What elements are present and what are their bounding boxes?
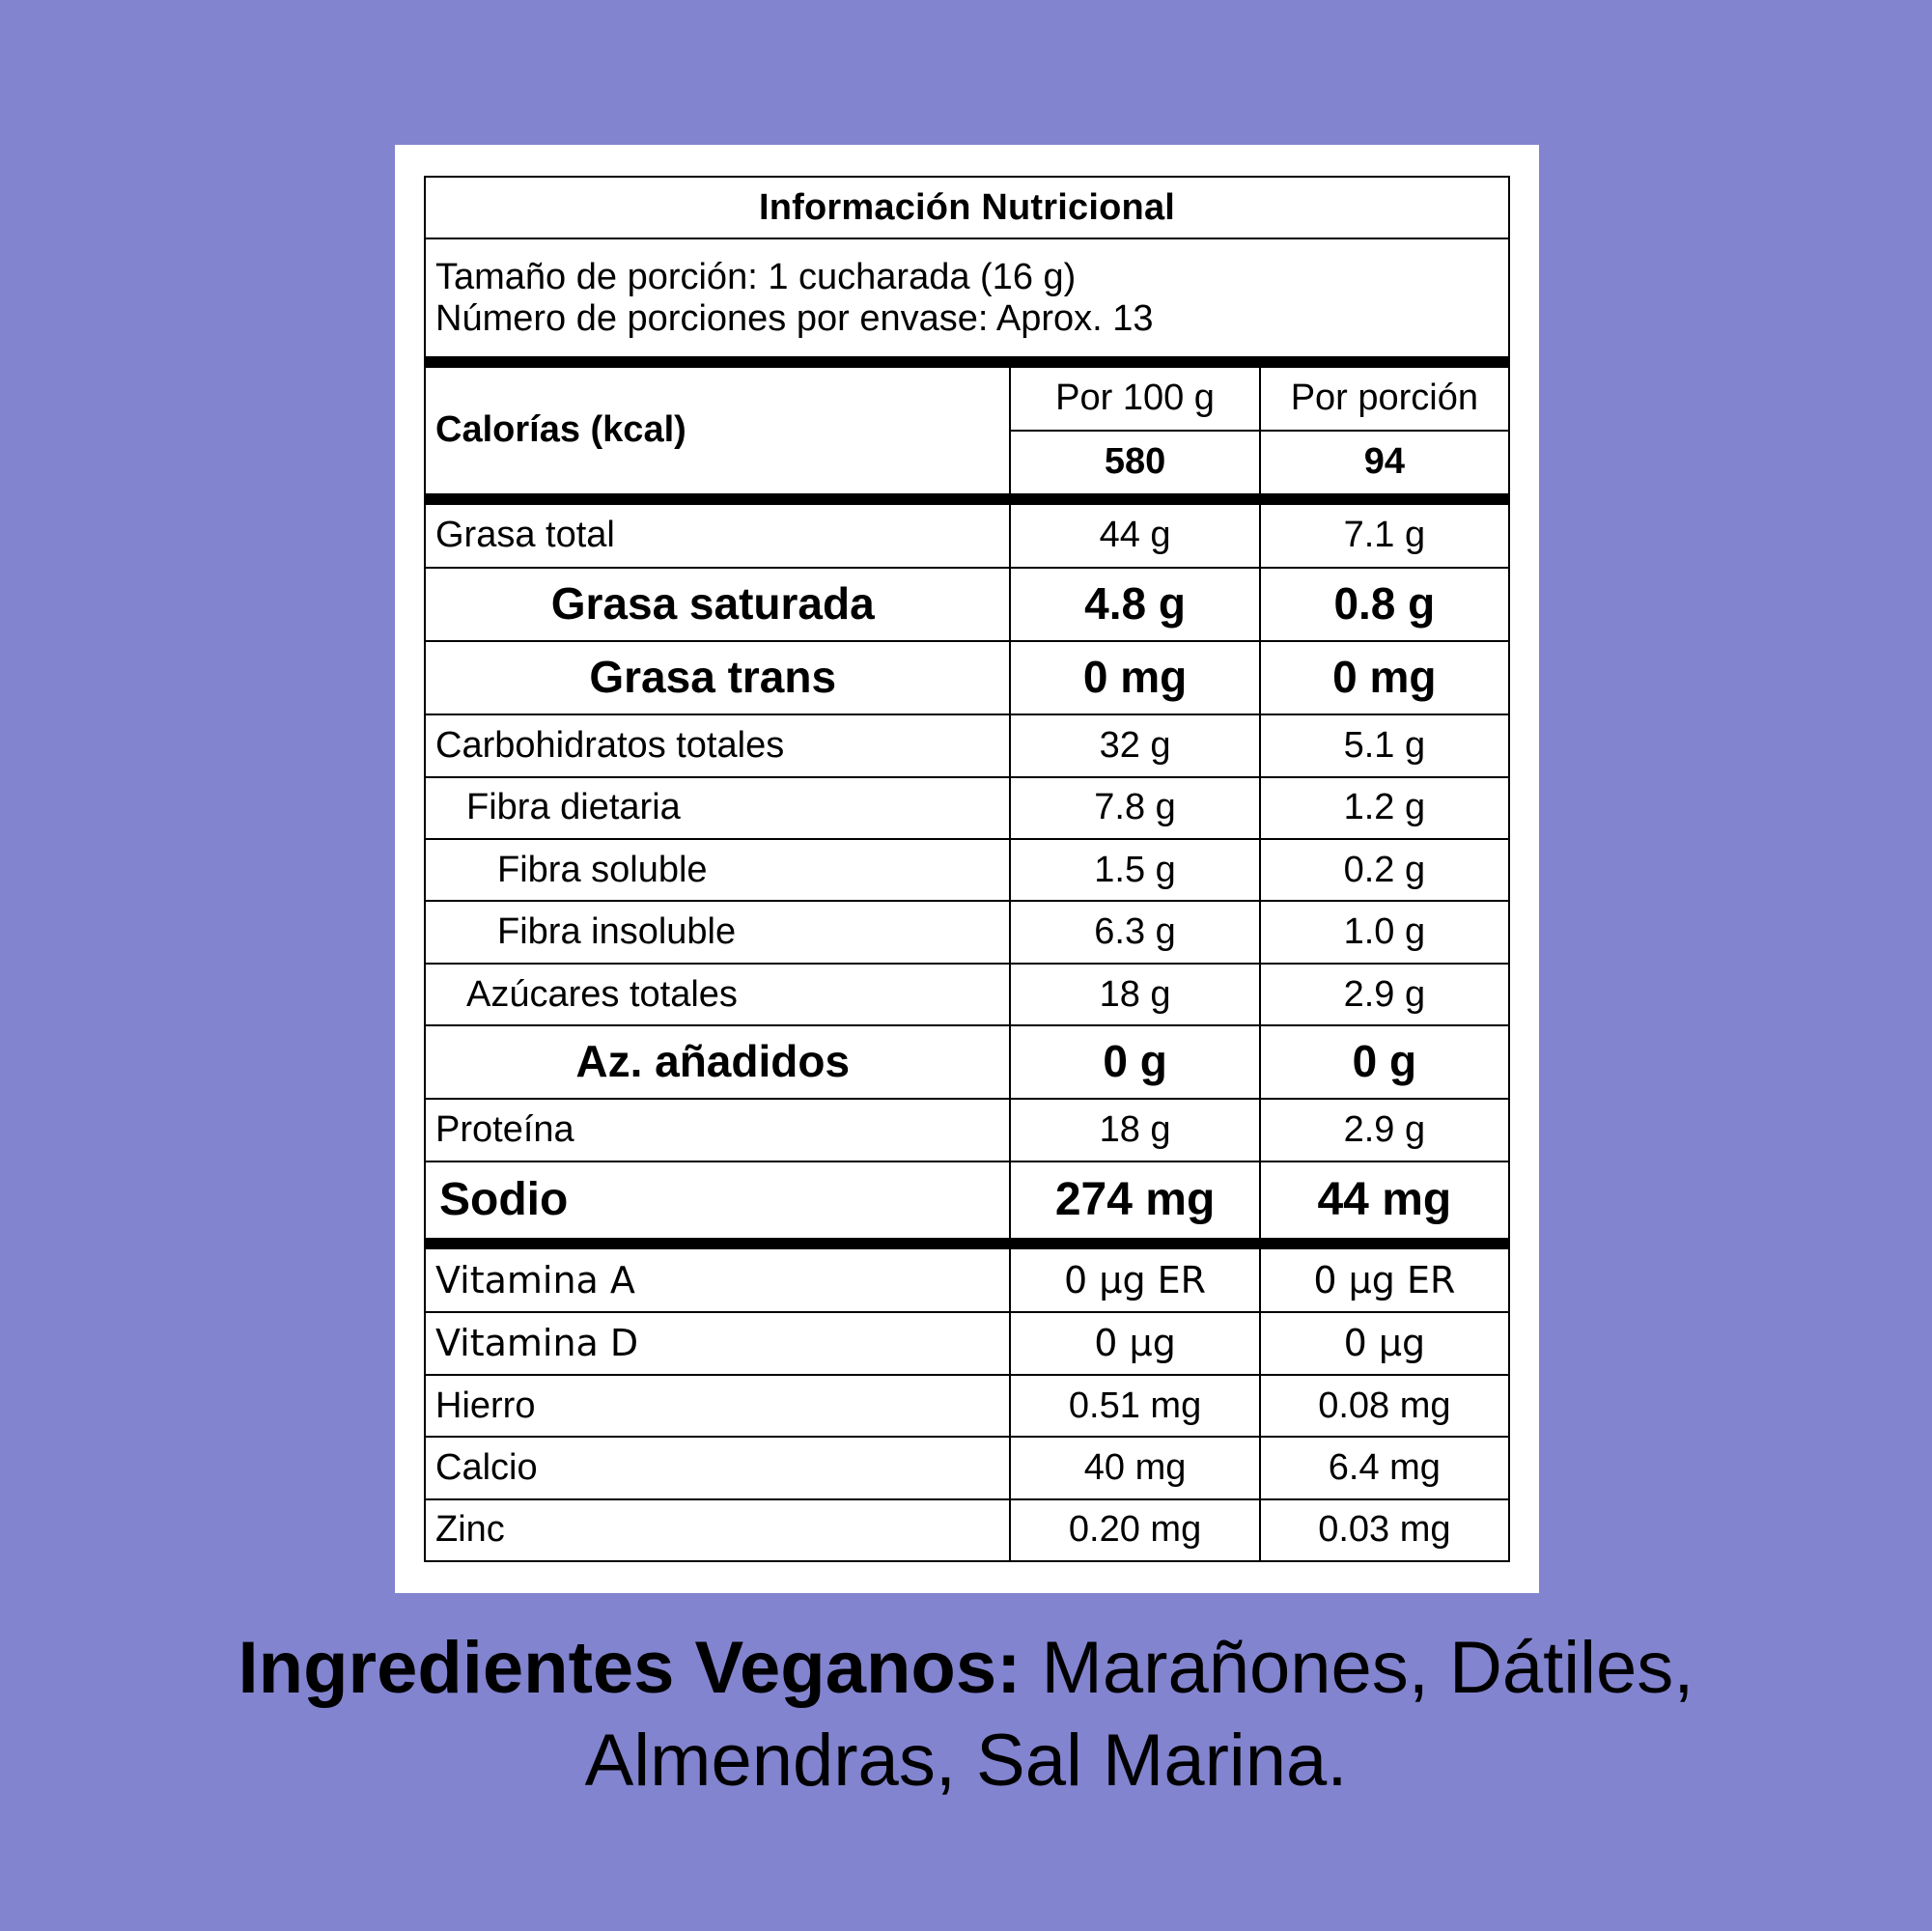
row-label: Sodio bbox=[425, 1161, 1010, 1245]
row-value-per-serving: 0.08 mg bbox=[1260, 1375, 1509, 1437]
row-value-per-100g: 32 g bbox=[1010, 714, 1259, 776]
row-value-per-100g: 4.8 g bbox=[1010, 568, 1259, 641]
row-value-per-100g: 44 g bbox=[1010, 499, 1259, 568]
row-value-per-serving: 5.1 g bbox=[1260, 714, 1509, 776]
ingredients-list: Marañones, Dátiles, Almendras, Sal Marina. bbox=[584, 1627, 1694, 1802]
table-row bbox=[425, 1499, 1509, 1561]
row-value-per-serving: 0 mg bbox=[1260, 641, 1509, 714]
row-value-per-serving: 1.0 g bbox=[1260, 901, 1509, 963]
table-row bbox=[425, 777, 1509, 839]
table-row bbox=[425, 1161, 1509, 1245]
row-label: Calcio bbox=[425, 1437, 1010, 1498]
row-value-per-serving: 2.9 g bbox=[1260, 964, 1509, 1025]
row-value-per-100g: 40 mg bbox=[1010, 1437, 1259, 1498]
row-value-per-serving: 6.4 mg bbox=[1260, 1437, 1509, 1498]
table-row bbox=[425, 1244, 1509, 1312]
nutrition-facts-table bbox=[424, 176, 1510, 1562]
row-value-per-serving: 0 µg ER bbox=[1260, 1244, 1509, 1312]
row-value-per-100g: 0.20 mg bbox=[1010, 1499, 1259, 1561]
table-row bbox=[425, 568, 1509, 641]
row-value-per-100g: 0 g bbox=[1010, 1025, 1259, 1099]
row-label: Hierro bbox=[425, 1375, 1010, 1437]
calories-per-100g: 580 bbox=[1010, 431, 1259, 499]
row-label: Fibra soluble bbox=[425, 839, 1010, 901]
row-value-per-serving: 0 g bbox=[1260, 1025, 1509, 1099]
ingredients-label: Ingredientes Veganos: bbox=[238, 1627, 1022, 1709]
serving-info bbox=[425, 238, 1509, 361]
row-label: Carbohidratos totales bbox=[425, 714, 1010, 776]
row-label: Grasa saturada bbox=[425, 568, 1010, 641]
row-value-per-100g: 0 µg bbox=[1010, 1312, 1259, 1374]
row-label: Grasa trans bbox=[425, 641, 1010, 714]
serving-size: Tamaño de porción: 1 cucharada (16 g) bbox=[435, 257, 1077, 297]
servings-per-container: Número de porciones por envase: Aprox. 13 bbox=[435, 297, 1154, 339]
table-row bbox=[425, 1099, 1509, 1161]
calories-label: Calorías (kcal) bbox=[425, 362, 1010, 499]
row-value-per-100g: 18 g bbox=[1010, 964, 1259, 1025]
row-value-per-serving: 44 mg bbox=[1260, 1161, 1509, 1245]
row-value-per-100g: 274 mg bbox=[1010, 1161, 1259, 1245]
table-row bbox=[425, 1025, 1509, 1099]
row-label: Vitamina D bbox=[425, 1312, 1010, 1374]
table-row bbox=[425, 1375, 1509, 1437]
row-value-per-100g: 0 mg bbox=[1010, 641, 1259, 714]
row-label: Proteína bbox=[425, 1099, 1010, 1161]
calories-per-serving: 94 bbox=[1260, 431, 1509, 499]
table-row bbox=[425, 839, 1509, 901]
row-value-per-serving: 7.1 g bbox=[1260, 499, 1509, 568]
nutrition-facts-panel bbox=[395, 145, 1539, 1593]
row-value-per-100g: 7.8 g bbox=[1010, 777, 1259, 839]
row-label: Vitamina A bbox=[425, 1244, 1010, 1312]
row-value-per-serving: 0 µg bbox=[1260, 1312, 1509, 1374]
row-value-per-100g: 0.51 mg bbox=[1010, 1375, 1259, 1437]
row-label: Grasa total bbox=[425, 499, 1010, 568]
column-header-per-serving: Por porción bbox=[1260, 362, 1509, 431]
row-label: Fibra dietaria bbox=[425, 777, 1010, 839]
row-value-per-100g: 6.3 g bbox=[1010, 901, 1259, 963]
row-label: Zinc bbox=[425, 1499, 1010, 1561]
calories-header-row bbox=[425, 362, 1509, 431]
row-label: Az. añadidos bbox=[425, 1025, 1010, 1099]
row-value-per-serving: 2.9 g bbox=[1260, 1099, 1509, 1161]
table-row bbox=[425, 964, 1509, 1025]
row-label: Azúcares totales bbox=[425, 964, 1010, 1025]
row-value-per-100g: 18 g bbox=[1010, 1099, 1259, 1161]
serving-info-row bbox=[425, 238, 1509, 361]
table-row bbox=[425, 714, 1509, 776]
row-value-per-100g: 0 µg ER bbox=[1010, 1244, 1259, 1312]
row-value-per-serving: 0.2 g bbox=[1260, 839, 1509, 901]
table-title-row bbox=[425, 177, 1509, 238]
table-row bbox=[425, 641, 1509, 714]
table-row bbox=[425, 901, 1509, 963]
panel-title: Información Nutricional bbox=[425, 177, 1509, 238]
row-value-per-serving: 0.03 mg bbox=[1260, 1499, 1509, 1561]
column-header-per-100g: Por 100 g bbox=[1010, 362, 1259, 431]
row-value-per-serving: 0.8 g bbox=[1260, 568, 1509, 641]
table-row bbox=[425, 499, 1509, 568]
table-row bbox=[425, 1312, 1509, 1374]
row-value-per-serving: 1.2 g bbox=[1260, 777, 1509, 839]
row-value-per-100g: 1.5 g bbox=[1010, 839, 1259, 901]
row-label: Fibra insoluble bbox=[425, 901, 1010, 963]
table-row bbox=[425, 1437, 1509, 1498]
ingredients-text bbox=[97, 1622, 1835, 1807]
